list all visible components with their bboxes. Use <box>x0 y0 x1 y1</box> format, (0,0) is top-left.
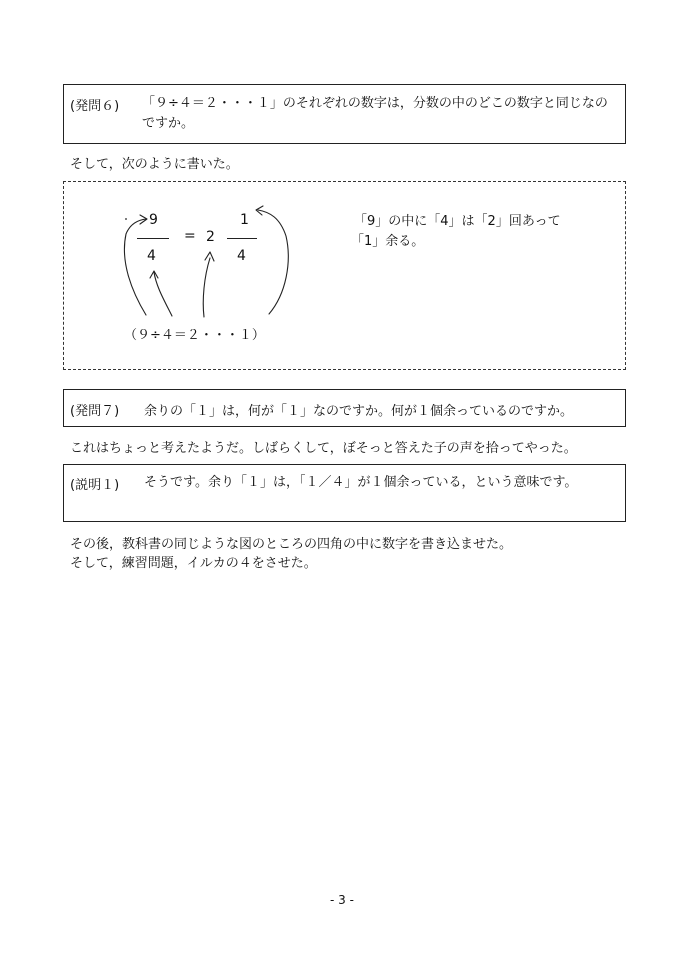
explanation-1-text: そうです。余り「１」は，「１／４」が１個余っている，という意味です。 <box>144 475 578 490</box>
diagram-box <box>63 181 626 370</box>
question-7-text: 余りの「１」は，何が「１」なのですか。何が１個余っているのですか。 <box>144 404 574 419</box>
explanation-1-label: (説明１) <box>70 478 120 493</box>
question-6-box <box>63 84 626 144</box>
arrow-to-numerator-right <box>258 210 288 314</box>
fraction-left-numerator: 9 <box>149 212 158 228</box>
page-number: - 3 - <box>330 893 354 907</box>
fraction-right-denominator: 4 <box>237 248 246 264</box>
narration-line-4: そして，練習問題，イルカの４をさせた。 <box>70 556 317 571</box>
arrow-to-whole <box>203 258 210 317</box>
narration-line-2: これはちょっと考えたようだ。しばらくして，ぼそっと答えた子の声を拾ってやった。 <box>70 441 577 456</box>
question-6-label: (発問６) <box>70 99 120 114</box>
question-7-label: (発問７) <box>70 404 120 419</box>
explanation-1-box <box>63 464 626 522</box>
diagram-note-line-2: 「1」余る。 <box>351 234 425 249</box>
stray-dot <box>125 218 127 220</box>
fraction-right-numerator: 1 <box>240 212 249 228</box>
fraction-left-denominator: 4 <box>147 248 156 264</box>
question-6-text: 「９÷４＝２・・・１」のそれぞれの数字は，分数の中のどこの数字と同じなのですか。 <box>142 96 608 131</box>
question-7-box <box>63 389 626 427</box>
narration-line-1: そして，次のように書いた。 <box>70 157 239 172</box>
arrow-to-numerator-left <box>124 219 146 315</box>
whole-number: 2 <box>206 229 215 245</box>
arrow-to-denominator-left <box>154 272 172 316</box>
equals-sign: = <box>184 228 196 244</box>
diagram-note-line-1: 「9」の中に「4」は「2」回あって <box>354 214 561 229</box>
narration-line-3: その後，教科書の同じような図のところの四角の中に数字を書き込ませた。 <box>70 537 513 552</box>
equation-text: （９÷４＝２・・・１） <box>124 328 265 343</box>
